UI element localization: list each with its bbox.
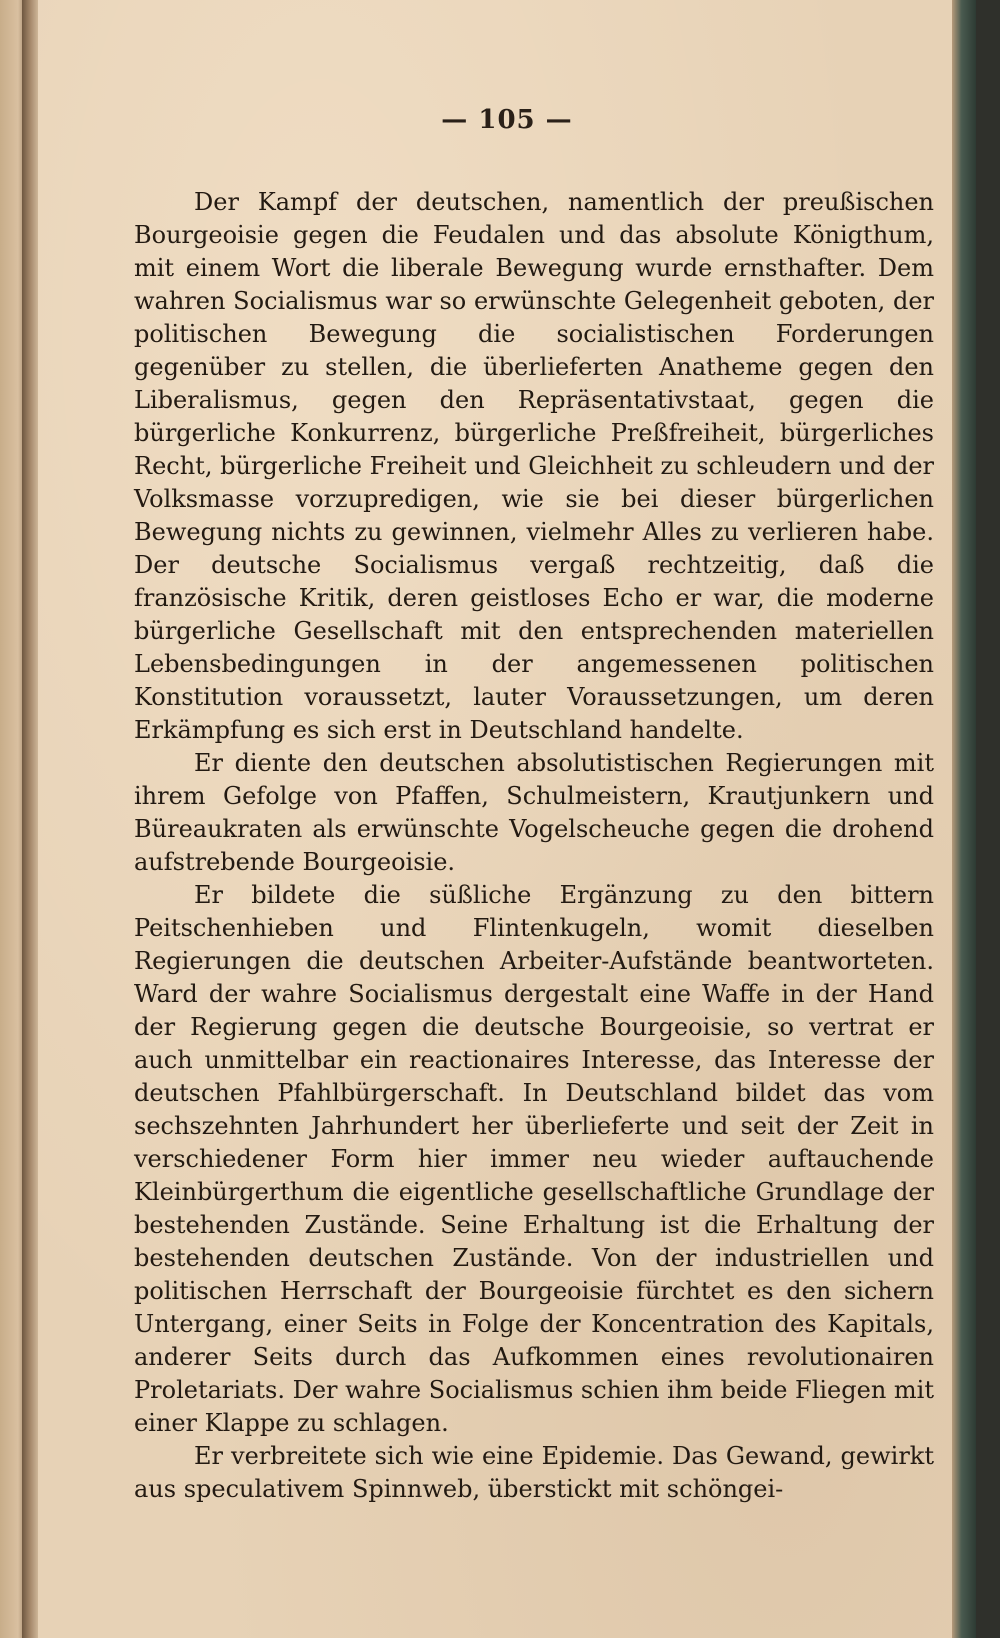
page-number: — 105 — <box>441 105 573 135</box>
book-page <box>38 0 976 1638</box>
page-fore-edge <box>952 0 976 1638</box>
paragraph-3: Er bildete die süßliche Ergänzung zu den bittern Peitschenhieben und Flintenkugeln, womit dieselben Regierungen die deutschen Arbeiter-Aufstände beantworteten. Ward der wahre Socialismus dergestalt eine Waffe in der Hand der Regierung gegen die deutsche Bourgeoisie, so vertrat er auch unmittelbar ein reactionaires Interesse, das Interesse der deutschen Pfahlbürgerschaft. In Deutschland bildet das vom sechszehnten Jahrhundert her überlieferte und seit der Zeit in verschiedener Form hier immer neu wieder auftauchende Kleinbürgerthum die eigentliche gesellschaftliche Grundlage der bestehenden Zustände. Seine Erhaltung ist die Erhaltung der bestehenden deutschen Zustände. Von der industriellen und politischen Herrschaft der Bourgeoisie fürchtet es den sichern Untergang, einer Seits in Folge der Koncentration des Kapitals, anderer Seits durch das Aufkommen eines revolutionairen Proletariats. Der wahre Socialismus schien ihm beide Fliegen mit einer Klappe zu schlagen. <box>134 881 934 1437</box>
paragraph-1: Der Kampf der deutschen, namentlich der preußischen Bourgeoisie gegen die Feudalen und das absolute Königthum, mit einem Wort die liberale Bewegung wurde ernsthafter. Dem wahren Socialismus war so erwünschte Gelegenheit geboten, der politischen Bewegung die socialistischen Forderungen gegenüber zu stellen, die überlieferten Anatheme gegen den Liberalismus, gegen den Repräsentativstaat, gegen die bürgerliche Konkurrenz, bürgerliche Preßfreiheit, bürgerliches Recht, bürgerliche Freiheit und Gleichheit zu schleudern und der Volksmasse vorzupredigen, wie sie bei dieser bürgerlichen Bewegung nichts zu gewinnen, vielmehr Alles zu verlieren habe. Der deutsche Socialismus vergaß rechtzeitig, daß die französische Kritik, deren geistloses Echo er war, die moderne bürgerliche Gesellschaft mit den entsprechenden materiellen Lebensbedingungen in der angemessenen politischen Konstitution voraussetzt, lauter Voraussetzungen, um deren Erkämpfung es sich erst in Deutschland handelte. <box>134 188 934 744</box>
body-text <box>134 186 934 1506</box>
paragraph-4: Er verbreitete sich wie eine Epidemie. Das Gewand, gewirkt aus speculativem Spinnweb, überstickt mit schöngei- <box>134 1442 934 1503</box>
paragraph-2: Er diente den deutschen absolutistischen Regierungen mit ihrem Gefolge von Pfaffen, Schulmeistern, Krautjunkern und Büreaukraten als erwünschte Vogelscheuche gegen die drohend aufstrebende Bourgeoisie. <box>134 749 934 876</box>
